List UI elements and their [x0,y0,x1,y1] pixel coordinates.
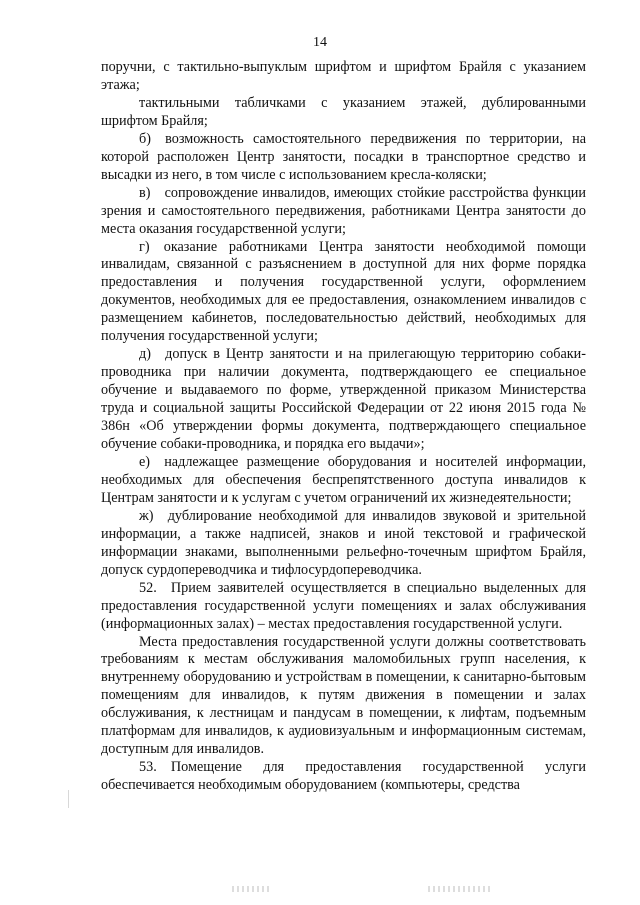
scan-edge-mark [68,790,69,808]
paragraph-handrails-continued: поручни, с тактильно-выпуклым шрифтом и шрифтом Брайля с указанием этажа; [101,59,586,93]
paragraph-53: 53. Помещение для предоставления государственной услуги обеспечивается необходимым оборудованием (компьютеры, средства [101,759,586,794]
paragraph-item-g: г) оказание работниками Центра занятости необходимой помощи инвалидам, связанной с разъяснением в доступной для них форме порядка предоставления и получения государственной услуги, оформлением документов, необходимых для ее предоставления, ознакомлением инвалидов с размещением кабинетов, последовательностью действий, необходимых для получения государственной услуги; [101,238,586,345]
scan-noise-right [428,886,490,892]
paragraph-tactile-signs: тактильными табличками с указанием этажей, дублированными шрифтом Брайля; [101,94,586,129]
paragraph-item-v: в) сопровождение инвалидов, имеющих стойкие расстройства функции зрения и самостоятельного передвижения, работниками Центра занятости до места оказания государственной услуги; [101,184,586,237]
scan-noise-left [232,886,270,892]
document-body [101,59,586,795]
paragraph-item-e: е) надлежащее размещение оборудования и носителей информации, необходимых для обеспечения беспрепятственного доступа инвалидов к Центрам занятости и к услугам с учетом ограничений их жизнедеятельности; [101,453,586,506]
paragraph-item-zh: ж) дублирование необходимой для инвалидов звуковой и зрительной информации, а также надписей, знаков и иной текстовой и графической информации знаками, выполненными рельефно-точечным шрифтом Брайля, допуск сурдопереводчика и тифлосурдопереводчика. [101,507,586,578]
paragraph-service-places: Места предоставления государственной услуги должны соответствовать требованиям к местам обслуживания маломобильных групп населения, к внутреннему оборудованию и устройствам в помещении, к санитарно-бытовым помещениям для инвалидов, к путям движения в помещении и залах обслуживания, к лестницам и пандусам в помещении, к лифтам, подъемным платформам для инвалидов, к аудиовизуальным и информационным системам, доступным для инвалидов. [101,633,586,758]
paragraph-52: 52. Прием заявителей осуществляется в специально выделенных для предоставления государственной услуги помещениях и залах обслуживания (информационных залах) – местах предоставления государственной услуги. [101,579,586,632]
paragraph-item-b: б) возможность самостоятельного передвижения по территории, на которой расположен Центр занятости, посадки в транспортное средство и высадки из него, в том числе с использованием кресла-коляски; [101,130,586,183]
page-number: 14 [313,35,327,50]
paragraph-item-d: д) допуск в Центр занятости и на прилегающую территорию собаки-проводника при наличии документа, подтверждающего ее специальное обучение и выдаваемого по форме, утвержденной приказом Министерства труда и социальной защиты Российской Федерации от 22 июня 2015 года № 386н «Об утверждении формы документа, подтверждающего специальное обучение собаки-проводника, и порядка его выдачи»; [101,346,586,453]
